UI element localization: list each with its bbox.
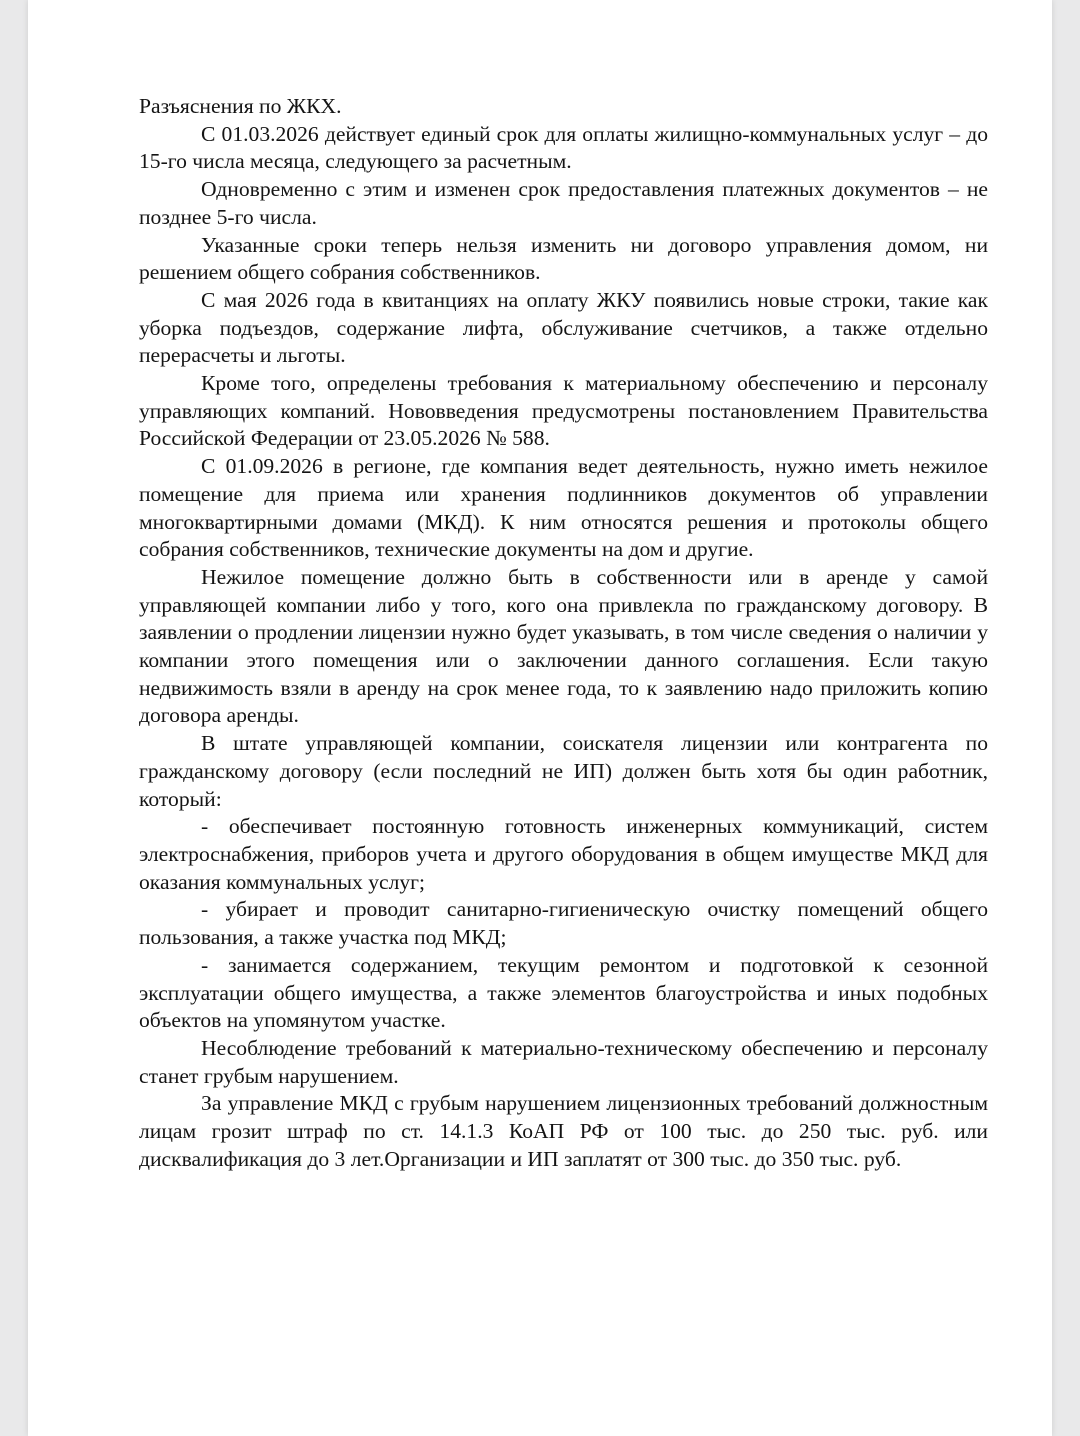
paragraph-violation: Несоблюдение требований к материально-техническому обеспечению и персоналу станет грубым нарушением. bbox=[139, 1035, 988, 1088]
document-heading: Разъяснения по ЖКХ. bbox=[139, 94, 342, 118]
list-item-maintenance: - занимается содержанием, текущим ремонтом и подготовкой к сезонной эксплуатации общего имущества, а также элементов благоустройства и иных подобных объектов на упомянутом участке. bbox=[139, 952, 988, 1033]
list-item-cleaning: - убирает и проводит санитарно-гигиеническую очистку помещений общего пользования, а также участка под МКД; bbox=[139, 897, 988, 950]
list-item-utilities: - обеспечивает постоянную готовность инженерных коммуникаций, систем электроснабжения, приборов учета и другого оборудования в общем имуществе МКД для оказания коммунальных услуг; bbox=[139, 814, 988, 894]
paragraph-staff: В штате управляющей компании, соискателя лицензии или контрагента по гражданскому договору (если последний не ИП) должен быть хотя бы один работник, который: bbox=[139, 731, 988, 811]
paragraph-payment-deadline: С 01.03.2026 действует единый срок для оплаты жилищно-коммунальных услуг – до 15-го числа месяца, следующего за расчетным. bbox=[139, 121, 988, 174]
paragraph-requirements: Кроме того, определены требования к материальному обеспечению и персоналу управляющих компаний. Нововведения предусмотрены постановлением Правительства Российской Федерации от 23.05.2026 № 588. bbox=[139, 371, 988, 451]
paragraph-payment-documents: Одновременно с этим и изменен срок предоставления платежных документов – не позднее 5-го числа. bbox=[139, 177, 988, 229]
paragraph-premises-ownership: Нежилое помещение должно быть в собственности или в аренде у самой управляющей компании либо у того, кого она привлекла по гражданскому договору. В заявлении о продлении лицензии нужно будет указывать, в том числе сведения о наличии у компании этого помещения или о заключении данного соглашения. Если такую недвижимость взяли в аренду на срок менее года, то к заявлению надо приложить копию договора аренды. bbox=[139, 564, 988, 728]
paragraph-penalties: За управление МКД с грубым нарушением лицензионных требований должностным лицам грозит штраф по ст. 14.1.3 КоАП РФ от 100 тыс. до 250 тыс. руб. или дисквалификация до 3 лет.Организации и ИП заплатят от 300 тыс. до 350 тыс. руб. bbox=[139, 1091, 988, 1171]
document-body bbox=[139, 93, 988, 1173]
paragraph-premises: С 01.09.2026 в регионе, где компания ведет деятельность, нужно иметь нежилое помещение для приема или хранения подлинников документов об управлении многоквартирными домами (МКД). К ним относятся решения и протоколы общего собрания собственников, технические документы на дом и другие. bbox=[139, 454, 988, 562]
document-page bbox=[28, 0, 1052, 1436]
paragraph-receipt-lines: С мая 2026 года в квитанциях на оплату ЖКУ появились новые строки, такие как уборка подъездов, содержание лифта, обслуживание счетчиков, а также отдельно перерасчеты и льготы. bbox=[139, 287, 988, 368]
paragraph-deadlines-fixed: Указанные сроки теперь нельзя изменить ни договоро управления домом, ни решением общего собрания собственников. bbox=[139, 232, 988, 285]
